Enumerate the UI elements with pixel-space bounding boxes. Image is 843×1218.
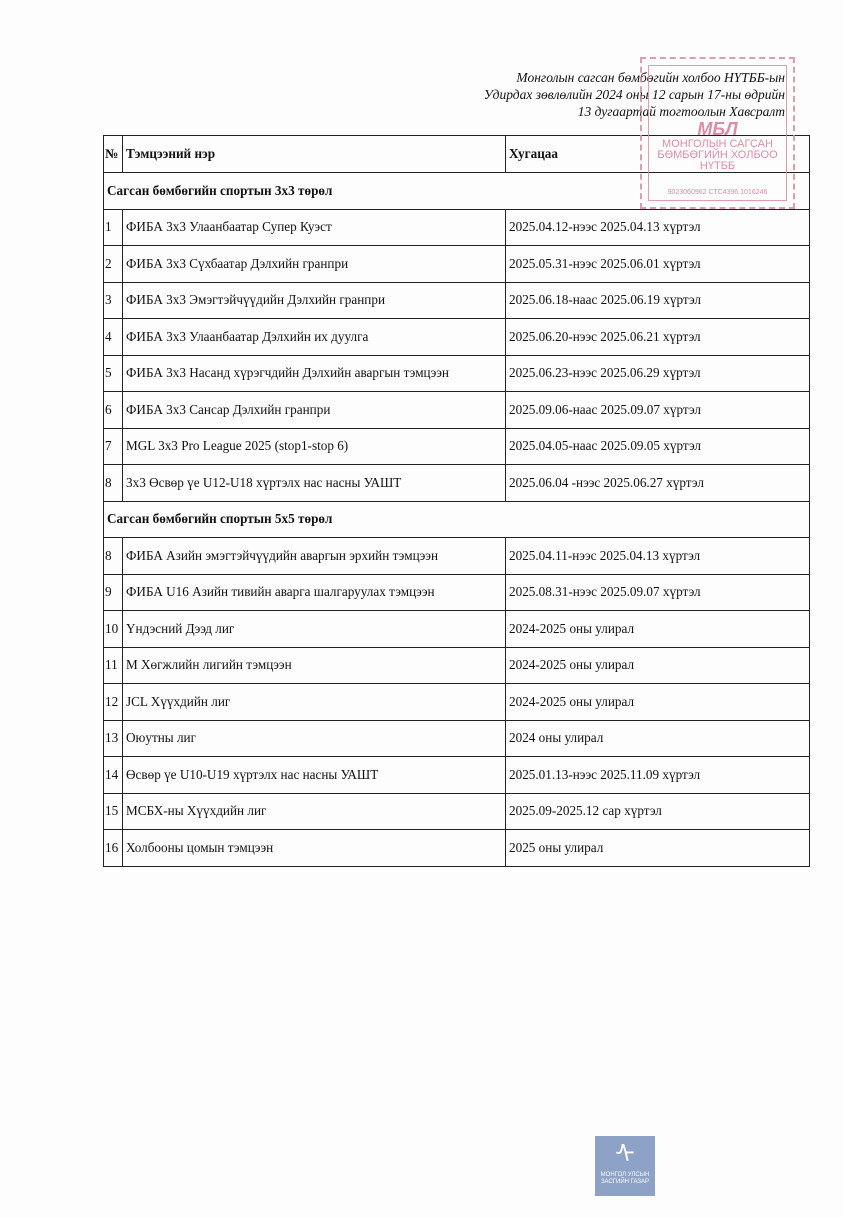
row-competition-name: ФИБА 3х3 Сансар Дэлхийн гранпри xyxy=(123,392,506,429)
table-row xyxy=(104,757,810,794)
emblem-line-2: ЗАСГИЙН ГАЗАР xyxy=(600,1179,650,1185)
row-competition-name: 3х3 Өсвөр үе U12-U18 хүртэлх нас насны УАШТ xyxy=(123,465,506,502)
table-row xyxy=(104,720,810,757)
header-number: № xyxy=(104,136,123,173)
table-row xyxy=(104,574,810,611)
table-row xyxy=(104,611,810,648)
row-competition-name: ФИБА 3х3 Улаанбаатар Дэлхийн их дуулга xyxy=(123,319,506,356)
row-period: 2025.09.06-наас 2025.09.07 хүртэл xyxy=(506,392,810,429)
row-competition-name: MGL 3x3 Pro League 2025 (stop1-stop 6) xyxy=(123,428,506,465)
row-period: 2024-2025 оны улирал xyxy=(506,647,810,684)
table-body xyxy=(104,173,810,867)
row-period: 2025.06.20-нээс 2025.06.21 хүртэл xyxy=(506,319,810,356)
row-number: 14 xyxy=(104,757,123,794)
row-number: 13 xyxy=(104,720,123,757)
row-competition-name: JCL Хүүхдийн лиг xyxy=(123,684,506,721)
stamp-code: 9023060962 СТС4396 1016246 xyxy=(667,189,768,196)
row-number: 12 xyxy=(104,684,123,721)
organization-stamp xyxy=(640,57,795,209)
table-row xyxy=(104,538,810,575)
row-competition-name: ФИБА 3х3 Улаанбаатар Супер Куэст xyxy=(123,209,506,246)
row-period: 2025.01.13-нээс 2025.11.09 хүртэл xyxy=(506,757,810,794)
row-number: 3 xyxy=(104,282,123,319)
row-number: 8 xyxy=(104,465,123,502)
row-competition-name: ФИБА 3х3 Эмэгтэйчүүдийн Дэлхийн гранпри xyxy=(123,282,506,319)
row-number: 8 xyxy=(104,538,123,575)
section-title: Сагсан бөмбөгийн спортын 5х5 төрөл xyxy=(104,501,810,538)
stamp-text-line-3: НҮТББ xyxy=(699,160,736,172)
row-period: 2025 оны улирал xyxy=(506,830,810,867)
row-number: 4 xyxy=(104,319,123,356)
header-competition-name: Тэмцээний нэр xyxy=(123,136,506,173)
table-row xyxy=(104,319,810,356)
table-row xyxy=(104,684,810,721)
section-row xyxy=(104,501,810,538)
row-period: 2024 оны улирал xyxy=(506,720,810,757)
row-period: 2024-2025 оны улирал xyxy=(506,684,810,721)
stamp-logo: МБЛ xyxy=(697,119,738,139)
emblem-line-1: МОНГОЛ УЛСЫН xyxy=(600,1172,650,1178)
row-period: 2025.06.04 -нээс 2025.06.27 хүртэл xyxy=(506,465,810,502)
row-competition-name: ФИБА Азийн эмэгтэйчүүдийн аваргын эрхийн тэмцээн xyxy=(123,538,506,575)
section-title: Сагсан бөмбөгийн спортын 3х3 төрөл xyxy=(104,173,810,210)
row-period: 2025.04.12-нээс 2025.04.13 хүртэл xyxy=(506,209,810,246)
competition-schedule-table xyxy=(103,135,810,867)
row-number: 16 xyxy=(104,830,123,867)
row-period: 2025.04.05-наас 2025.09.05 хүртэл xyxy=(506,428,810,465)
row-period: 2025.05.31-нээс 2025.06.01 хүртэл xyxy=(506,246,810,283)
row-period: 2024-2025 оны улирал xyxy=(506,611,810,648)
row-period: 2025.04.11-нээс 2025.04.13 хүртэл xyxy=(506,538,810,575)
table-row xyxy=(104,246,810,283)
header-line-3: 13 дугаартай тогтоолын Хавсралт xyxy=(577,104,785,119)
stamp-text-line-1: МОНГОЛЫН САГСАН xyxy=(662,138,773,150)
table-row xyxy=(104,209,810,246)
row-number: 2 xyxy=(104,246,123,283)
table-row xyxy=(104,428,810,465)
table-row xyxy=(104,282,810,319)
row-competition-name: ФИБА U16 Азийн тивийн аварга шалгаруулах тэмцээн xyxy=(123,574,506,611)
table-row xyxy=(104,355,810,392)
row-period: 2025.08.31-нээс 2025.09.07 хүртэл xyxy=(506,574,810,611)
soyombo-icon: ᠰ xyxy=(615,1139,635,1169)
row-period: 2025.09-2025.12 сар хүртэл xyxy=(506,793,810,830)
row-number: 9 xyxy=(104,574,123,611)
row-number: 15 xyxy=(104,793,123,830)
stamp-text xyxy=(642,139,793,172)
row-competition-name: Үндэсний Дээд лиг xyxy=(123,611,506,648)
row-competition-name: МСБХ-ны Хүүхдийн лиг xyxy=(123,793,506,830)
row-competition-name: Өсвөр үе U10-U19 хүртэлх нас насны УАШТ xyxy=(123,757,506,794)
header-period: Хугацаа xyxy=(506,136,810,173)
row-competition-name: М Хөгжлийн лигийн тэмцээн xyxy=(123,647,506,684)
row-number: 7 xyxy=(104,428,123,465)
row-number: 10 xyxy=(104,611,123,648)
header-line-2: Удирдах зөвлөлийн 2024 оны 12 сарын 17-ны өдрийн xyxy=(483,87,785,102)
table-row xyxy=(104,647,810,684)
row-competition-name: Оюутны лиг xyxy=(123,720,506,757)
table-row xyxy=(104,830,810,867)
row-number: 11 xyxy=(104,647,123,684)
row-competition-name: Холбооны цомын тэмцээн xyxy=(123,830,506,867)
table-row xyxy=(104,465,810,502)
header-line-1: Монголын сагсан бөмбөгийн холбоо НҮТББ-ын xyxy=(516,70,785,85)
table-row xyxy=(104,793,810,830)
row-number: 1 xyxy=(104,209,123,246)
row-period: 2025.06.23-нээс 2025.06.29 хүртэл xyxy=(506,355,810,392)
row-period: 2025.06.18-наас 2025.06.19 хүртэл xyxy=(506,282,810,319)
row-competition-name: ФИБА 3х3 Сүхбаатар Дэлхийн гранпри xyxy=(123,246,506,283)
stamp-text-line-2: БӨМБӨГИЙН ХОЛБОО xyxy=(657,149,778,161)
row-number: 6 xyxy=(104,392,123,429)
government-emblem xyxy=(595,1136,655,1196)
row-competition-name: ФИБА 3х3 Насанд хүрэгчдийн Дэлхийн аваргын тэмцээн xyxy=(123,355,506,392)
row-number: 5 xyxy=(104,355,123,392)
table-row xyxy=(104,392,810,429)
